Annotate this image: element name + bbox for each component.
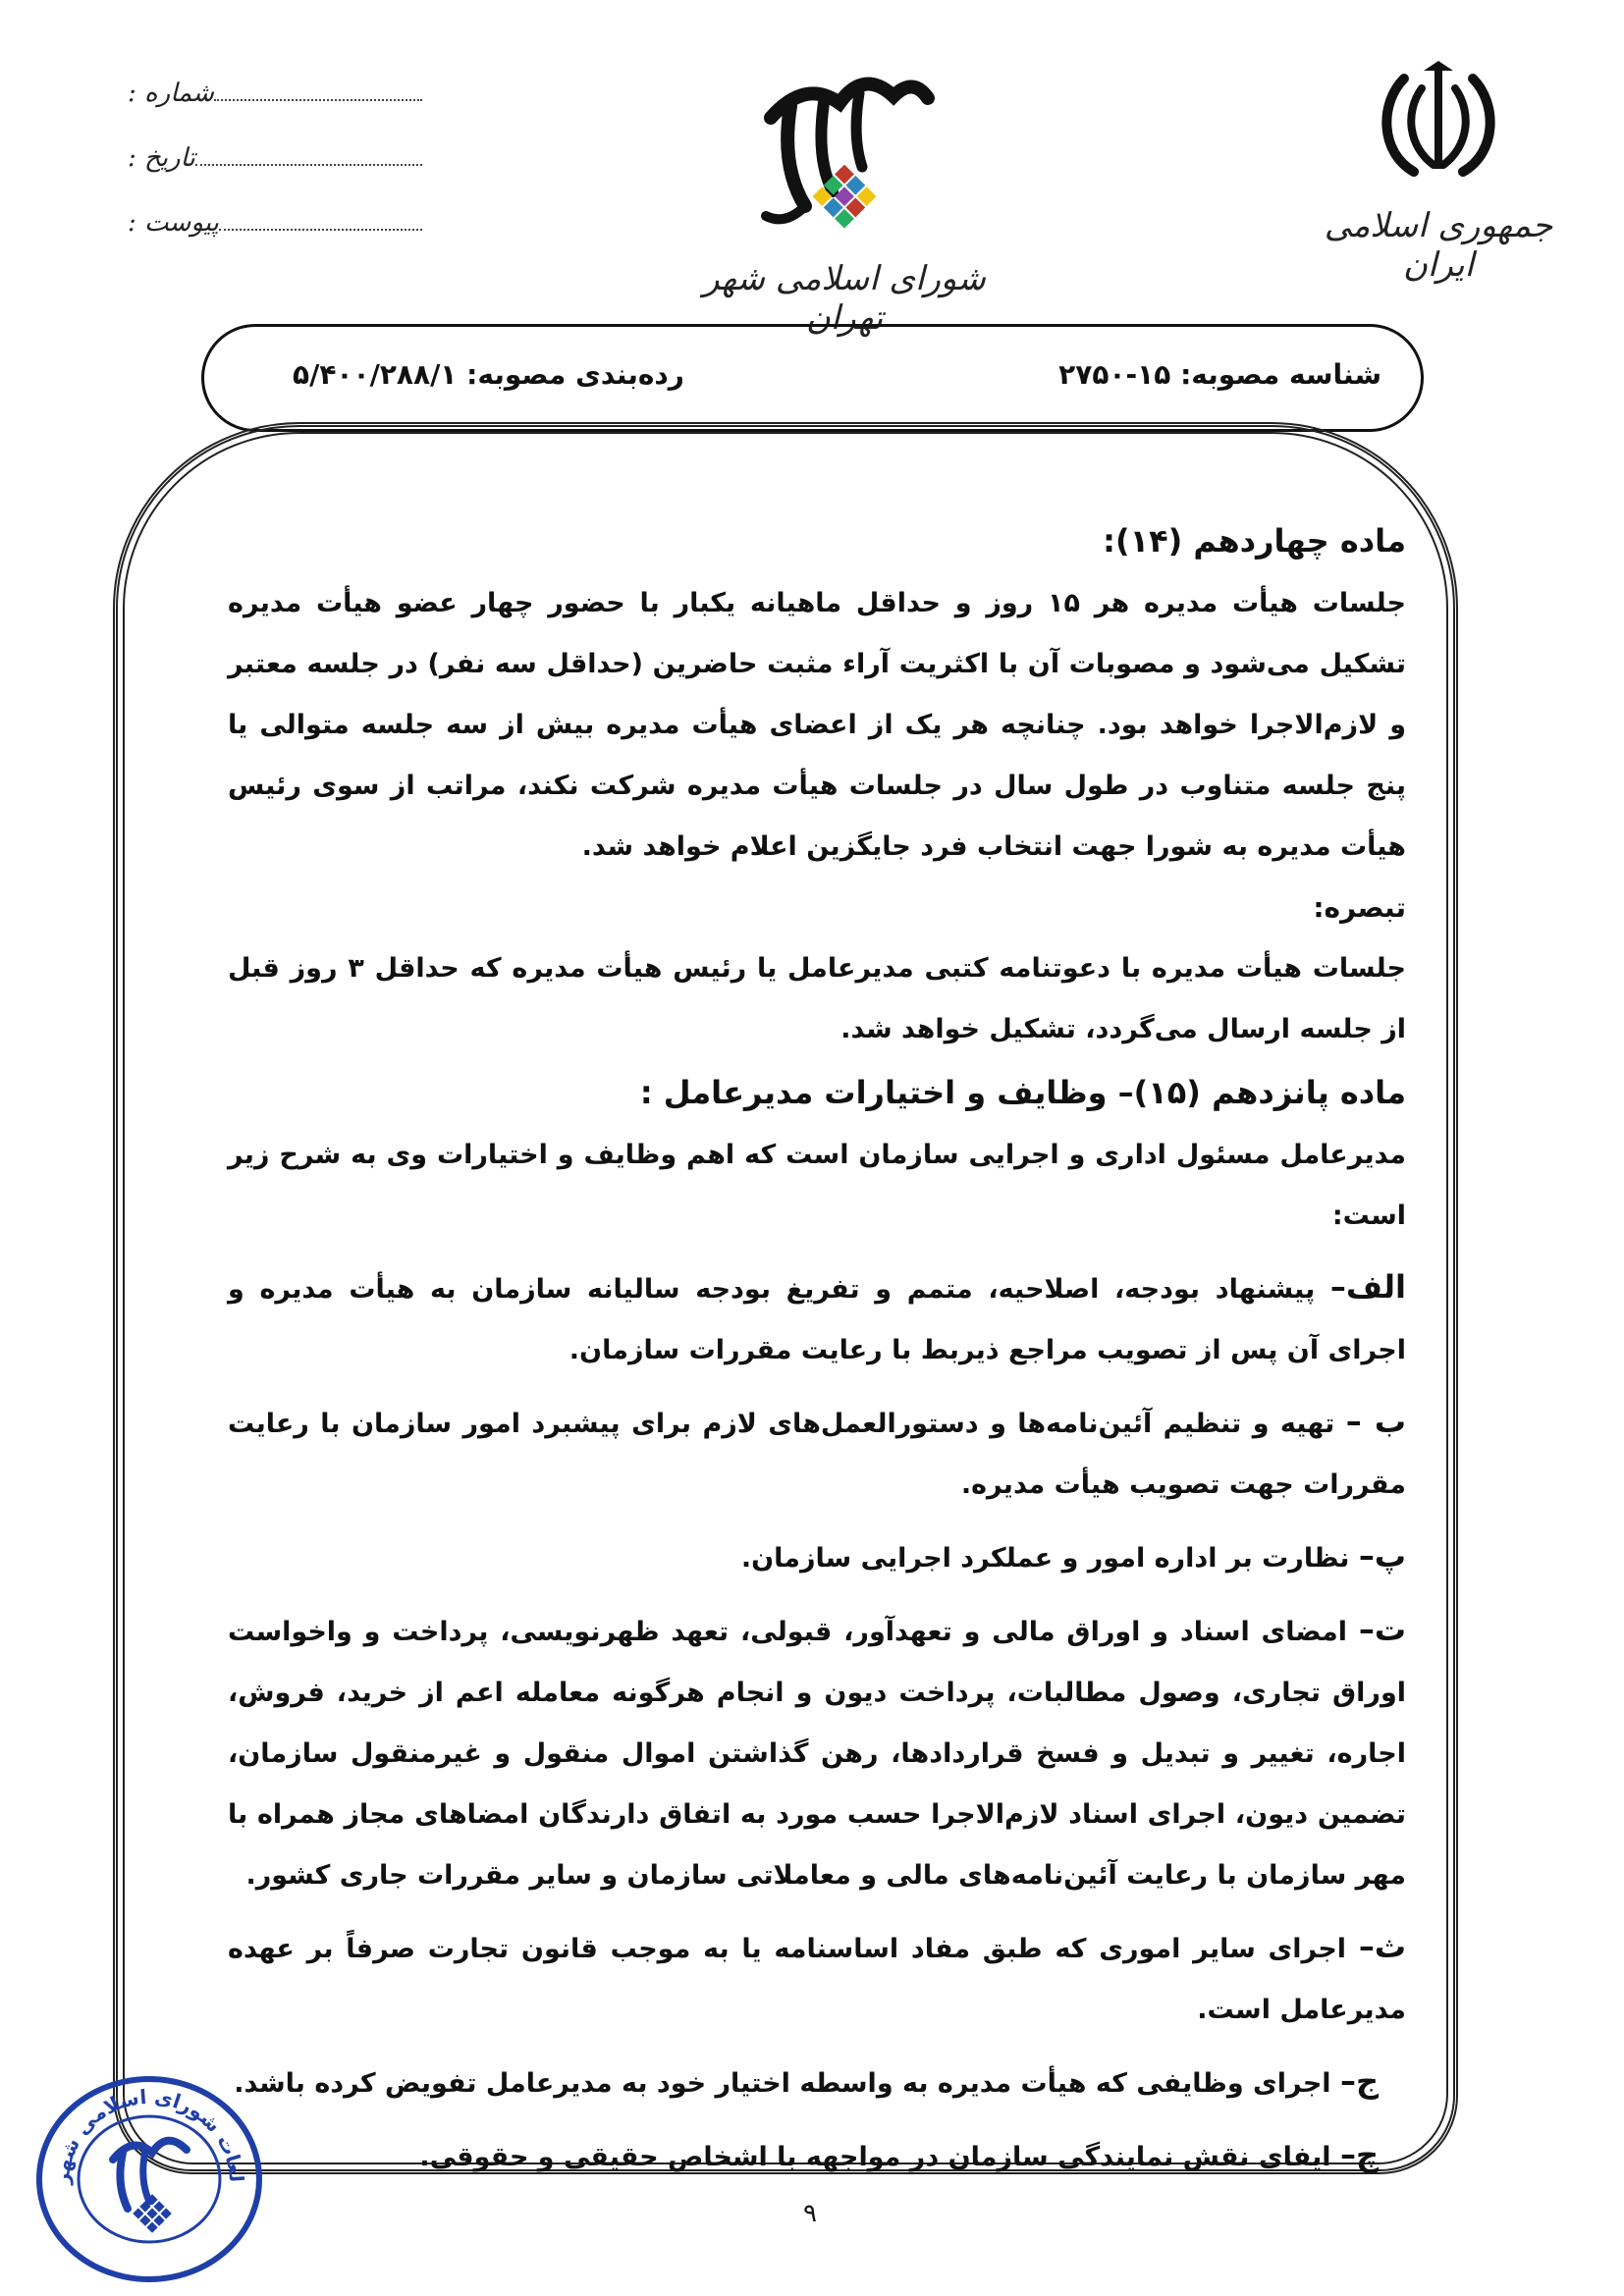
resolution-id: شناسه مصوبه: ۱۵-۲۷۵۰ [1058,358,1381,391]
meta-blank-line [195,163,422,166]
list-item-text: تهیه و تنظیم آئین‌نامه‌ها و دستورالعمل‌های لازم برای پیشبرد امور سازمان با رعایت مقررات جهت تصویب هیأت مدیره. [228,1409,1406,1500]
list-item-text: پیشنهاد بودجه، اصلاحیه، متمم و تفریغ بودجه سالیانه سازمان به هیأت مدیره و اجرای آن پس از تصویب مراجع ذیربط با رعایت مقررات سازمان. [228,1274,1406,1365]
meta-label: پیوست : [128,208,219,238]
list-marker: ب – [1345,1403,1407,1440]
list-item-text: نظارت بر اداره امور و عملکرد اجرایی سازمان. [740,1543,1359,1574]
stamp-seal-icon [29,2066,275,2287]
resolution-category: رده‌بندی مصوبه: ۵/۴۰۰/۲۸۸/۱ [293,358,684,391]
list-marker: الف– [1329,1268,1406,1306]
list-marker: ج– [1339,2062,1379,2100]
iran-emblem-block [1321,59,1556,285]
list-item-text: امضای اسناد و اوراق مالی و تعهدآور، قبولی، تعهد ظهرنویسی، پرداخت و واخواست اوراق تجاری، وصول مطالبات، پرداخت دیون و انجام هرگونه معامله اعم از خرید، فروش، اجاره، تغییر و تبدیل و فسخ قراردادها، رهن گذاشتن اموال منقول و غیرمنقول سازمان، تضمین دیون، اجرای اسناد لازم‌الاجرا حسب مورد به اتفاق دارندگان امضاهای مجاز همراه با مهر سازمان با رعایت آئین‌نامه‌های مالی و معاملاتی سازمان و سایر مقررات جاری کشور. [228,1617,1406,1891]
note-text: جلسات هیأت مدیره با دعوتنامه کتبی مدیرعامل یا رئیس هیأت مدیره که حداقل ۳ روز قبل از جلسه ارسال می‌گردد، تشکیل خواهد شد. [228,953,1406,1044]
list-marker: پ– [1358,1537,1406,1575]
meta-blank-line [214,98,422,101]
list-marker: چ– [1339,2136,1379,2173]
document-body [228,508,1406,2198]
stamp-text: لعات شورای اسلامی شهر [49,2084,249,2185]
list-item [228,1916,1406,2041]
list-marker: ت– [1358,1611,1406,1648]
iran-emblem-icon [1375,59,1502,187]
list-item [228,2051,1406,2114]
reference-bar [201,324,1424,432]
list-item-text: ایفای نقش نمایندگی سازمان در مواجهه با اشخاص حقیقی و حقوقی. [419,2142,1340,2172]
list-item-text: اجرای سایر اموری که طبق مفاد اساسنامه یا به موجب قانون تجارت صرفاً بر عهده مدیرعامل است. [228,1934,1406,2025]
list-item [228,1525,1406,1589]
note-title: تبصره: [1313,891,1406,924]
article-15-title: ماده پانزدهم (۱۵)– وظایف و اختیارات مدیرعامل : [639,1074,1406,1111]
meta-date-row [128,143,432,208]
logo-label: شورای اسلامی شهر تهران [703,259,986,338]
letter-meta [128,79,432,273]
list-item [228,1599,1406,1906]
page-number: ۹ [803,2199,817,2228]
meta-label: شماره : [128,79,214,108]
list-item [228,1256,1406,1381]
article-14-title: ماده چهاردهم (۱۴): [1103,522,1406,560]
list-item-text: اجرای وظایفی که هیأت مدیره به واسطه اختیار خود به مدیرعامل تفویض کرده باشد. [234,2068,1340,2099]
meta-number-row [128,79,432,143]
meta-blank-line [219,228,422,231]
council-logo-block [687,59,1001,338]
list-marker: ث– [1358,1928,1406,1965]
meta-label: تاریخ : [128,143,195,173]
svg-text:سازمان مطالعات شورای اسلامی شه [29,2066,248,2186]
article-15-intro: مدیرعامل مسئول اداری و اجرایی سازمان است که اهم وظایف و اختیارات وی به شرح زیر است: [228,1140,1406,1231]
meta-attachment-row [128,208,432,273]
list-item [228,1391,1406,1516]
emblem-label: جمهوری اسلامی ایران [1324,206,1553,285]
list-item [228,2124,1406,2188]
official-stamp [29,2066,275,2287]
council-logo-icon [746,59,943,255]
article-14-text: جلسات هیأت مدیره هر ۱۵ روز و حداقل ماهیانه یکبار با حضور چهار عضو هیأت مدیره تشکیل می‌شود و مصوبات آن با اکثریت آراء مثبت حاضرین (حداقل سه نفر) در جلسه معتبر و لازم‌الاجرا خواهد بود. چنانچه هر یک از اعضای هیأت مدیره بیش از سه جلسه متوالی یا پنج جلسه متناوب در طول سال در جلسات هیأت مدیره شرکت نکند، مراتب از سوی رئیس هیأت مدیره به شورا جهت انتخاب فرد جایگزین اعلام خواهد شد. [228,588,1406,862]
